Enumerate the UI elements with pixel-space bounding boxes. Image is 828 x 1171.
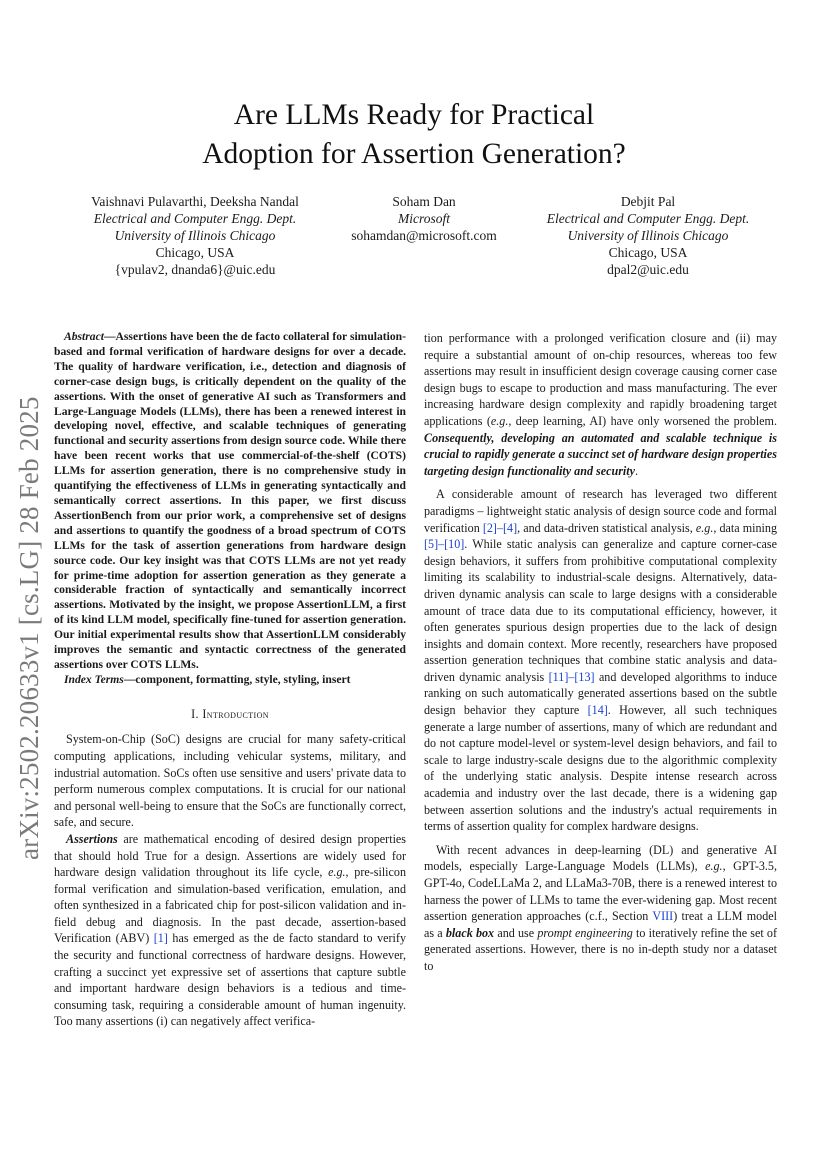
- author-affiliation: Microsoft: [398, 211, 450, 226]
- black-box-term: black box: [445, 925, 495, 940]
- author-name: Debjit Pal: [620, 194, 676, 209]
- citation-link[interactable]: [5]–[10]: [424, 537, 465, 552]
- text-run: A considerable amount of research has leveraged two different paradigms – lightweight static analysis of design source code and formal verification: [424, 487, 777, 535]
- author-email: {vpulav2, dnanda6}@uic.edu: [114, 262, 276, 277]
- intro-paragraph-4: [424, 842, 777, 975]
- author-location: Chicago, USA: [608, 245, 688, 260]
- text-run: , pre-silicon formal verification and simulation-based verification, emulation, and often synthesized in a fabricated chip for post-silicon validation and in-field debug and diagnosis. In the past decade, assertion-based Verification (ABV): [54, 865, 407, 946]
- author-name: Soham Dan: [392, 194, 456, 209]
- eg-abbrev: e.g.: [490, 413, 509, 428]
- text-run: has emerged as the de facto standard to verify the security and functional correctness of hardware designs. However, crafting a succinct yet expressive set of assertions that capture subtle and important hardware design behaviors is a tedious and time-consuming task, requiring a considerable amount of human ingenuity. Too many assertions (i) can negatively affect verifica-: [54, 931, 406, 1029]
- text-run: and developed algorithms to induce ranking on such automatically generated assertions based on the subtle design behavior they capture: [424, 669, 777, 718]
- author-location: Chicago, USA: [155, 245, 235, 260]
- author-name: Vaishnavi Pulavarthi, Deeksha Nandal: [91, 194, 299, 209]
- citation-link[interactable]: [14]: [587, 703, 608, 718]
- text-run: are mathematical encoding of desired design properties that should hold True for a design. Assertions are widely used for hardware design validation throughout its life cycle,: [54, 831, 406, 880]
- text-run: to iteratively refine the set of generated assertions. However, there is no in-depth study nor a dataset to: [424, 925, 777, 973]
- paper-title: [0, 96, 828, 174]
- eg-abbrev: e.g.: [695, 520, 714, 535]
- index-terms-lead: Index Terms: [64, 672, 124, 686]
- intro-paragraph-2-continued: [424, 330, 777, 479]
- paper-title-line-2: Adoption for Assertion Generation?: [202, 138, 626, 170]
- intro-paragraph-1: System-on-Chip (SoC) designs are crucial for many safety-critical computing applications, including vehicular systems, military, and industrial automation. SoCs often use sensitive and users' private data to perform numerous complex computations. It is crucial for our national and personal well-being to ensure that the SoCs are functionally correct, safe, and secure.: [54, 732, 406, 830]
- citation-link[interactable]: [2]–[4]: [482, 520, 518, 535]
- key-claim: Consequently, developing an automated and scalable technique is crucial to rapidly generate a succinct set of hardware design properties targeting design functionality and security: [424, 430, 777, 478]
- text-run: , and data-driven statistical analysis,: [517, 520, 696, 535]
- text-run: , data mining: [713, 520, 777, 535]
- intro-paragraph-3: [424, 486, 777, 834]
- author-institution: University of Illinois Chicago: [114, 228, 276, 243]
- text-run: , GPT-3.5, GPT-4o, CodeLLaMa 2, and LLaMa3-70B, there is a renewed interest to harness the power of LLMs to tame the ever-widening gap. Most recent assertion generation approaches (c.f., Section: [424, 859, 777, 924]
- section-heading-introduction: I. Introduction: [191, 706, 269, 721]
- text-run: ) treat a LLM model as a: [424, 909, 777, 940]
- index-terms-text: —component, formatting, style, styling, insert: [123, 672, 351, 686]
- intro-paragraph-2: [54, 831, 406, 1030]
- author-block-2: [344, 193, 504, 244]
- assertions-term: Assertions: [66, 831, 118, 846]
- text-run: tion performance with a prolonged verification closure and (ii) may require a substantial amount of on-chip resources, whereas too few assertions may result in insufficient design coverage causing corner case design bugs to escape to production and mass manufacturing. The ever increasing hardware design complexity and rapidly broadening target applications (: [424, 331, 777, 428]
- index-terms: [54, 673, 406, 688]
- author-block-3: [510, 193, 786, 278]
- paper-title-line-1: Are LLMs Ready for Practical: [233, 99, 595, 131]
- prompt-engineering-term: prompt engineering: [537, 925, 633, 940]
- left-column: [54, 330, 406, 1030]
- citation-link[interactable]: [1]: [153, 931, 168, 946]
- abstract-lead: Abstract: [64, 330, 104, 343]
- abstract-text: —Assertions have been the de facto collateral for simulation-based and formal verification of hardware designs for over a decade. The quality of hardware verification, i.e., detection and diagnosis of corner-case design bugs, is critically dependent on the quality of the assertions. With the onset of generative AI such as Transformers and Large-Language Models (LLMs), there has been a renewed interest in developing novel, effective, and scalable techniques of generating functional and security assertions from design source code. While there have been recent works that use commercial-of-the-shelf (COTS) LLMs for assertion generation, there is no comprehensive study in quantifying the effectiveness of LLMs in generating syntactically and semantically correct assertions. In this paper, we first discuss AssertionBench from our prior work, a comprehensive set of designs and assertions to quantify the goodness of a broad spectrum of COTS LLMs for the task of assertion generations from hardware design source code. Our key insight was that COTS LLMs are not yet ready for prime-time adoption for assertion generation as they generate a considerable fraction of syntactically and semantically incorrect assertions. Motivated by the insight, we propose AssertionLLM, a first of its kind LLM model, specifically fine-tuned for assertion generation. Our initial experimental results show that AssertionLLM considerably improves the semantic and syntactic correctness of the generated assertions over COTS LLMs.: [54, 330, 406, 671]
- author-email: dpal2@uic.edu: [607, 262, 689, 277]
- text-run: .: [635, 463, 639, 478]
- abstract: [54, 330, 406, 673]
- eg-abbrev: e.g.: [328, 865, 346, 880]
- text-run: and use: [494, 925, 538, 940]
- author-email: sohamdan@microsoft.com: [351, 228, 497, 243]
- text-run: . While static analysis can generalize and capture corner-case design behaviors, it suffers from prohibitive computational complexity limiting its scalability to industrial-scale designs. Alternatively, data-driven dynamic analysis can scale to large designs with a considerable amount of trace data due to its computational efficiency, however, it often generates spurious design properties due to the lack of design insights and domain context. More recently, researchers have proposed assertion generation techniques that combine static analysis and data-driven dynamic analysis: [424, 537, 777, 684]
- section-link[interactable]: VIII: [652, 909, 674, 924]
- author-department: Electrical and Computer Engg. Dept.: [93, 211, 297, 226]
- author-block-1: [50, 193, 340, 278]
- author-institution: University of Illinois Chicago: [567, 228, 729, 243]
- author-department: Electrical and Computer Engg. Dept.: [546, 211, 750, 226]
- arxiv-identifier-stamp: arXiv:2502.20633v1 [cs.LG] 28 Feb 2025: [14, 396, 44, 860]
- text-run: , deep learning, AI) have only worsened the problem.: [508, 413, 777, 428]
- text-run: . However, all such techniques generate a large number of assertions, many of which are redundant and do not capture model-level or system-level design behaviors, and fail to scale to large industry-scale designs due to the algorithmic complexity of the underlying static analysis. Despite intense research across academia and industry over the last decade, there is a widening gap between assertion solutions and the industry's actual requirements in terms of assertion quality for complex hardware designs.: [424, 703, 777, 834]
- citation-link[interactable]: [11]–[13]: [548, 669, 595, 684]
- text-run: With recent advances in deep-learning (DL) and generative AI models, especially Large-Language Models (LLMs),: [424, 842, 777, 874]
- right-column: [424, 330, 777, 975]
- eg-abbrev: e.g.: [705, 859, 723, 874]
